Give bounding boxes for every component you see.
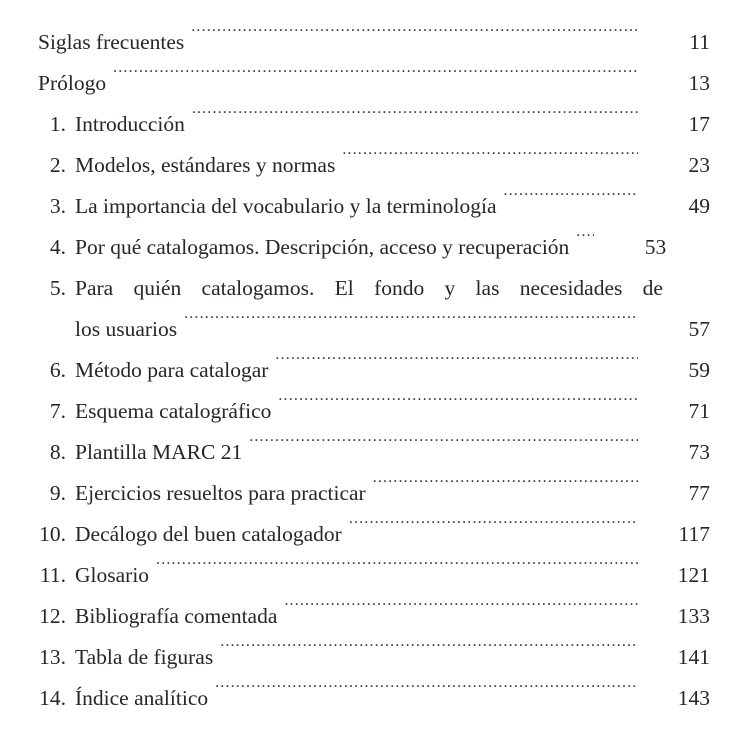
toc-entry-title[interactable]: Introducción: [75, 112, 185, 136]
toc-entry-number: 2.: [49, 153, 66, 177]
toc-entry[interactable]: [0, 63, 755, 104]
toc-entry-line[interactable]: [0, 309, 755, 350]
toc-entry-page-number[interactable]: 73: [688, 440, 710, 464]
toc-entry-title[interactable]: Siglas frecuentes: [38, 30, 185, 54]
dot-leader: [249, 438, 638, 460]
toc-entry-title[interactable]: Glosario: [75, 563, 150, 587]
toc-entry[interactable]: [0, 432, 755, 473]
toc-entry[interactable]: [0, 227, 755, 268]
dot-leader: [342, 151, 638, 173]
toc-entry-title[interactable]: Índice analítico: [75, 686, 209, 710]
toc-entry-word: Para: [75, 276, 114, 300]
toc-entry-page-number[interactable]: 13: [688, 71, 710, 95]
toc-entry-page-number[interactable]: 57: [688, 317, 710, 341]
toc-entry-number: 3.: [49, 194, 66, 218]
dot-leader: [349, 520, 638, 542]
dot-leader: [373, 479, 638, 501]
dot-leader: [184, 315, 638, 337]
toc-entry-number: 8.: [49, 440, 66, 464]
toc-entry-number: 5.: [49, 276, 66, 300]
toc-entry-line[interactable]: [0, 268, 755, 309]
toc-entry-word: catalogamos.: [201, 276, 315, 300]
toc-entry-page-number[interactable]: 77: [688, 481, 710, 505]
toc-entry-title[interactable]: Ejercicios resueltos para practicar: [75, 481, 366, 505]
toc-entry-number: 6.: [49, 358, 66, 382]
toc-entry-word: El: [334, 276, 354, 300]
toc-entry-title[interactable]: Método para catalogar: [75, 358, 269, 382]
dot-leader: [275, 356, 638, 378]
toc-entry-page-number[interactable]: 117: [678, 522, 710, 546]
toc-entry-word: de: [642, 276, 663, 300]
toc-entry-title[interactable]: Esquema catalográfico: [75, 399, 272, 423]
toc-entry-title[interactable]: Decálogo del buen catalogador: [75, 522, 342, 546]
toc-entry-page-number[interactable]: 23: [688, 153, 710, 177]
toc-entry-page-number[interactable]: 49: [688, 194, 710, 218]
toc-entry[interactable]: [0, 678, 755, 719]
dot-leader: [215, 684, 638, 706]
toc-entry-title[interactable]: Prólogo: [38, 71, 107, 95]
toc-entry-number: 10.: [39, 522, 66, 546]
toc-entry-page-number[interactable]: 53: [644, 235, 667, 259]
toc-entry[interactable]: [0, 391, 755, 432]
toc-entry[interactable]: [0, 350, 755, 391]
toc-entry-page-number[interactable]: 121: [677, 563, 710, 587]
toc-entry-title[interactable]: Modelos, estándares y normas: [75, 153, 336, 177]
dot-leader: [192, 110, 638, 132]
toc-entry[interactable]: [0, 473, 755, 514]
toc-entry[interactable]: [0, 637, 755, 678]
toc-entry-title[interactable]: Tabla de figuras: [75, 645, 214, 669]
dot-leader: [576, 233, 594, 255]
toc-entry-number: 9.: [49, 481, 66, 505]
toc-entry-page-number[interactable]: 71: [688, 399, 710, 423]
toc-entry-number: 14.: [39, 686, 66, 710]
toc-entry-page-number[interactable]: 11: [689, 30, 710, 54]
toc-entry-number: 13.: [39, 645, 66, 669]
toc-entry-number: 4.: [49, 235, 66, 259]
dot-leader: [113, 69, 638, 91]
toc-entry[interactable]: [0, 596, 755, 637]
toc-entry-page-number[interactable]: 59: [688, 358, 710, 382]
toc-entry-title-line2: los usuarios: [75, 317, 178, 341]
toc-entry[interactable]: [0, 104, 755, 145]
dot-leader: [156, 561, 638, 583]
toc-entry-title[interactable]: Bibliografía comentada: [75, 604, 278, 628]
toc-entry[interactable]: [0, 514, 755, 555]
toc-entry[interactable]: [0, 22, 755, 63]
toc-entry-number: 1.: [49, 112, 66, 136]
toc-entry[interactable]: [0, 555, 755, 596]
toc-entry-title[interactable]: La importancia del vocabulario y la terminología: [75, 194, 497, 218]
toc-entry-word: las: [475, 276, 500, 300]
toc-entry-word: quién: [133, 276, 182, 300]
toc-entry-word: necesidades: [519, 276, 623, 300]
dot-leader: [278, 397, 638, 419]
toc-entry-title-line1: [66, 268, 755, 309]
toc-entry-number: 7.: [49, 399, 66, 423]
toc-entry-page-number[interactable]: 141: [677, 645, 710, 669]
dot-leader: [504, 192, 639, 214]
dot-leader: [284, 602, 638, 624]
toc-entry-page-number[interactable]: 133: [677, 604, 710, 628]
toc-entry-number: 11.: [39, 563, 66, 587]
toc-entry-page-number[interactable]: 143: [677, 686, 710, 710]
dot-leader: [220, 643, 638, 665]
toc-entry-word: fondo: [374, 276, 425, 300]
toc-entry-title[interactable]: Plantilla MARC 21: [75, 440, 243, 464]
toc-entry[interactable]: [0, 145, 755, 186]
toc-entry[interactable]: [0, 186, 755, 227]
toc-entry-page-number[interactable]: 17: [688, 112, 710, 136]
toc-entry-title[interactable]: Por qué catalogamos. Descripción, acceso y recuperación: [75, 235, 570, 259]
toc-entry-word: y: [444, 276, 456, 300]
dot-leader: [191, 28, 638, 50]
toc-entry-number: 12.: [39, 604, 66, 628]
